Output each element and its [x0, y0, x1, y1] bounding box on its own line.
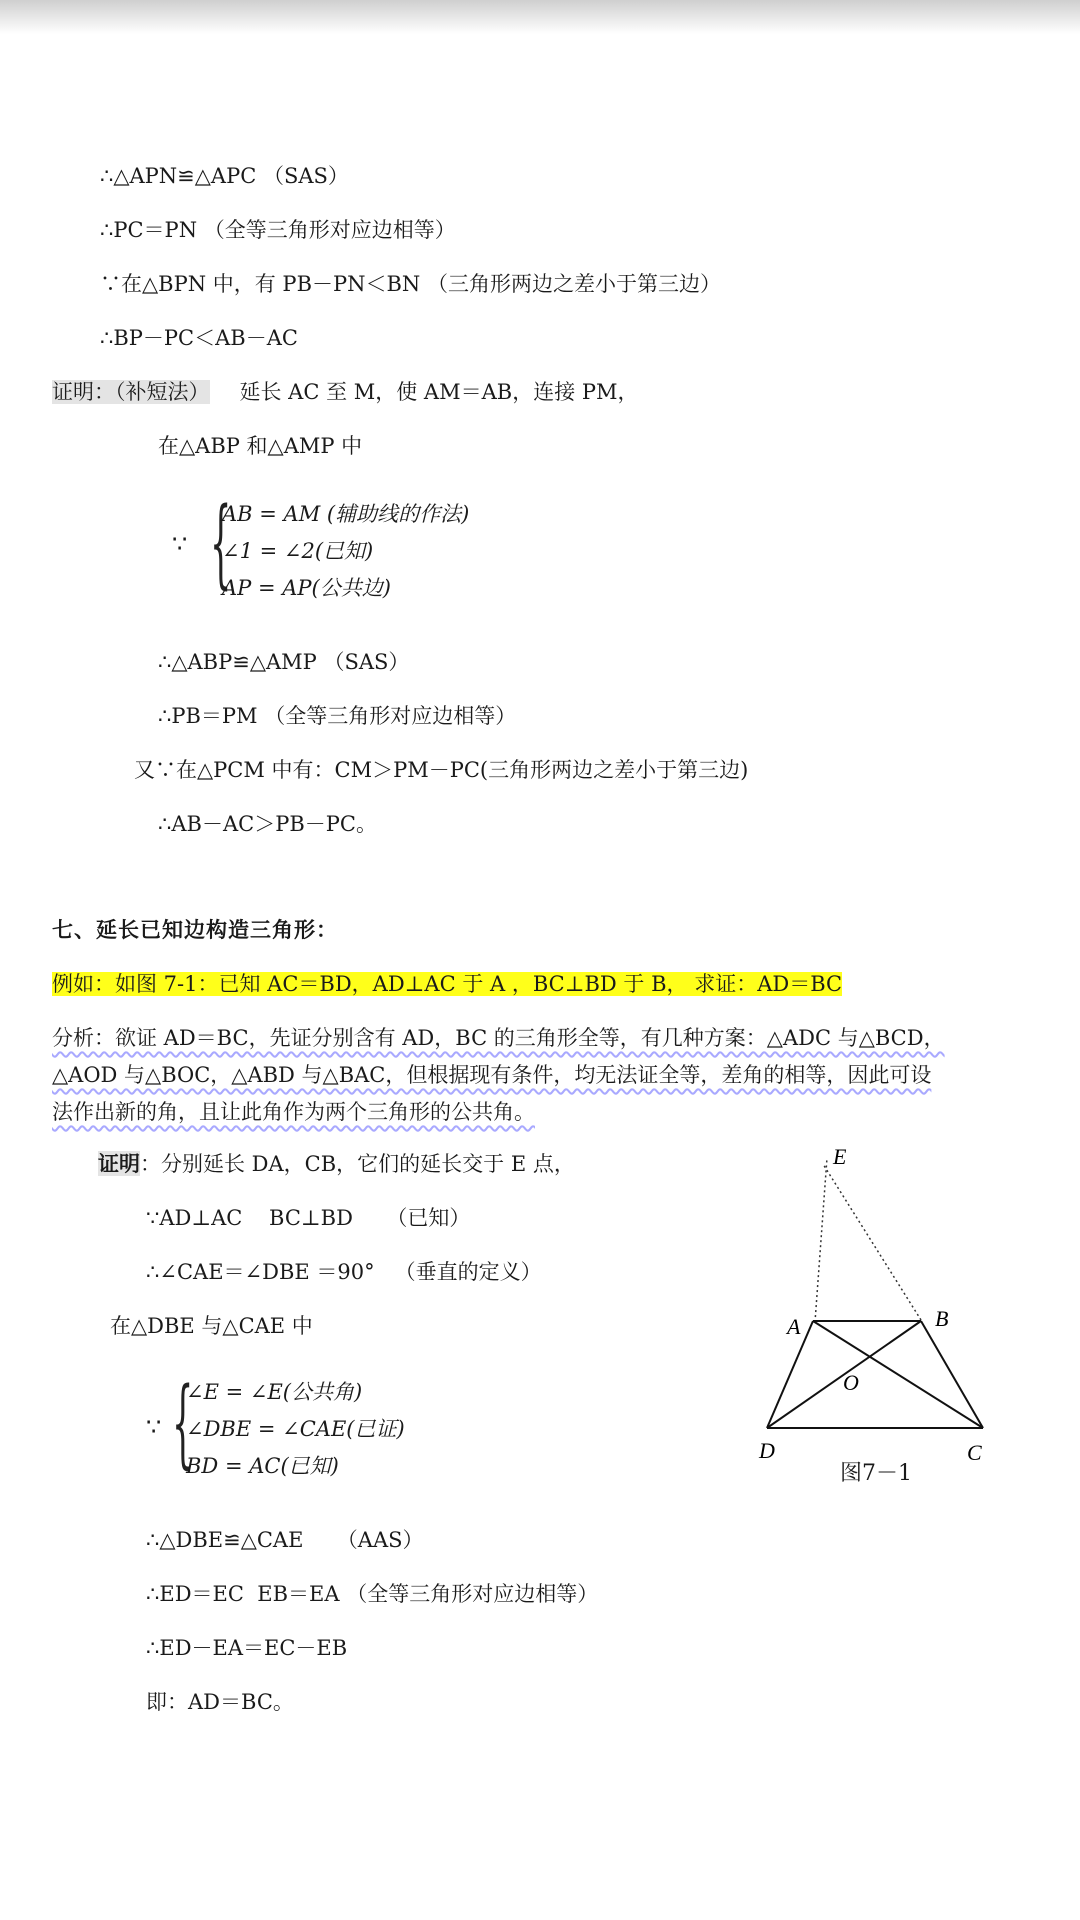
proof-method-label: 证明：（补短法） — [52, 380, 210, 404]
proof2-line-2: ∵AD⊥AC BC⊥BD （已知） — [146, 1206, 471, 1230]
system2-row-3: BD = AC(已知) — [186, 1454, 339, 1478]
proof-line-4: ∴BP－PC＜AB－AC — [100, 326, 298, 350]
top-shadow — [0, 0, 1080, 34]
proof-line-3: ∵在△BPN 中，有 PB－PN＜BN （三角形两边之差小于第三边） — [100, 272, 721, 296]
figure-7-1 — [715, 1140, 1015, 1500]
proof-method-text: 延长 AC 至 M，使 AM＝AB，连接 PM， — [239, 380, 639, 404]
label-B: B — [935, 1306, 949, 1331]
label-E: E — [833, 1144, 847, 1169]
extension-line-AE — [815, 1158, 827, 1322]
proof-line-12: 又∵在△PCM 中有：CM＞PM－PC(三角形两边之差小于第三边) — [134, 758, 749, 782]
figure-caption: 图7－1 — [840, 1461, 912, 1486]
system1-row-3: AP = AP(公共边) — [222, 576, 391, 600]
because-symbol-1: ∵ — [172, 530, 188, 558]
example-highlight: 例如：如图 7-1：已知 AC＝BD，AD⊥AC 于 A ，BC⊥BD 于 B， 求证：AD＝BC — [52, 972, 843, 996]
proof2-line-4: 在△DBE 与△CAE 中 — [110, 1314, 313, 1338]
label-A: A — [787, 1314, 801, 1339]
proof2-line-10: ∴ED－EA＝EC－EB — [146, 1636, 348, 1660]
brace-2: { — [172, 1367, 194, 1479]
proof2-line-11: 即：AD＝BC。 — [146, 1690, 294, 1714]
analysis-line-1: 分析：欲证 AD＝BC，先证分别含有 AD，BC 的三角形全等，有几种方案：△ADC 与△BCD， — [52, 1026, 945, 1050]
analysis-line-3: 法作出新的角，且让此角作为两个三角形的公共角。 — [52, 1100, 535, 1124]
analysis-line-2: △AOD 与△BOC，△ABD 与△BAC，但根据现有条件，均无法证全等，差角的相等，因此可设 — [52, 1063, 932, 1087]
example-line — [52, 970, 842, 998]
segment-BC — [921, 1321, 983, 1428]
proof2-line-3: ∴∠CAE＝∠DBE ＝90° （垂直的定义） — [146, 1260, 542, 1284]
proof-line-6: 在△ABP 和△AMP 中 — [158, 434, 363, 458]
system2-row-1: ∠E = ∠E(公共角) — [186, 1380, 363, 1404]
proof-line-1: ∴△APN≌△APC （SAS） — [100, 164, 349, 188]
label-D: D — [759, 1438, 775, 1463]
proof-line-2: ∴PC＝PN （全等三角形对应边相等） — [100, 218, 456, 242]
system2-row-2: ∠DBE = ∠CAE(已证) — [186, 1417, 405, 1441]
proof2-line-8: ∴△DBE≌△CAE （AAS） — [146, 1528, 424, 1552]
proof-line-13: ∴AB－AC＞PB－PC。 — [158, 812, 377, 836]
proof-method-line — [52, 378, 639, 406]
label-O: O — [843, 1370, 859, 1395]
proof-line-10: ∴△ABP≌△AMP （SAS） — [158, 650, 410, 674]
brace-1: { — [210, 487, 232, 599]
system1-row-2: ∠1 = ∠2(已知) — [222, 539, 374, 563]
extension-line-BE — [823, 1164, 921, 1320]
proof-line-11: ∴PB＝PM （全等三角形对应边相等） — [158, 704, 517, 728]
proof2-label: 证明 — [98, 1151, 140, 1176]
label-C: C — [967, 1440, 982, 1465]
section-heading: 七、延长已知边构造三角形： — [52, 918, 338, 942]
proof2-text: ：分别延长 DA，CB，它们的延长交于 E 点， — [140, 1152, 575, 1176]
because-symbol-2: ∵ — [146, 1413, 162, 1441]
system1-row-1: AB = AM (辅助线的作法) — [222, 502, 470, 526]
proof2-line-1 — [98, 1150, 575, 1178]
proof2-line-9: ∴ED＝EC EB＝EA （全等三角形对应边相等） — [146, 1582, 599, 1606]
